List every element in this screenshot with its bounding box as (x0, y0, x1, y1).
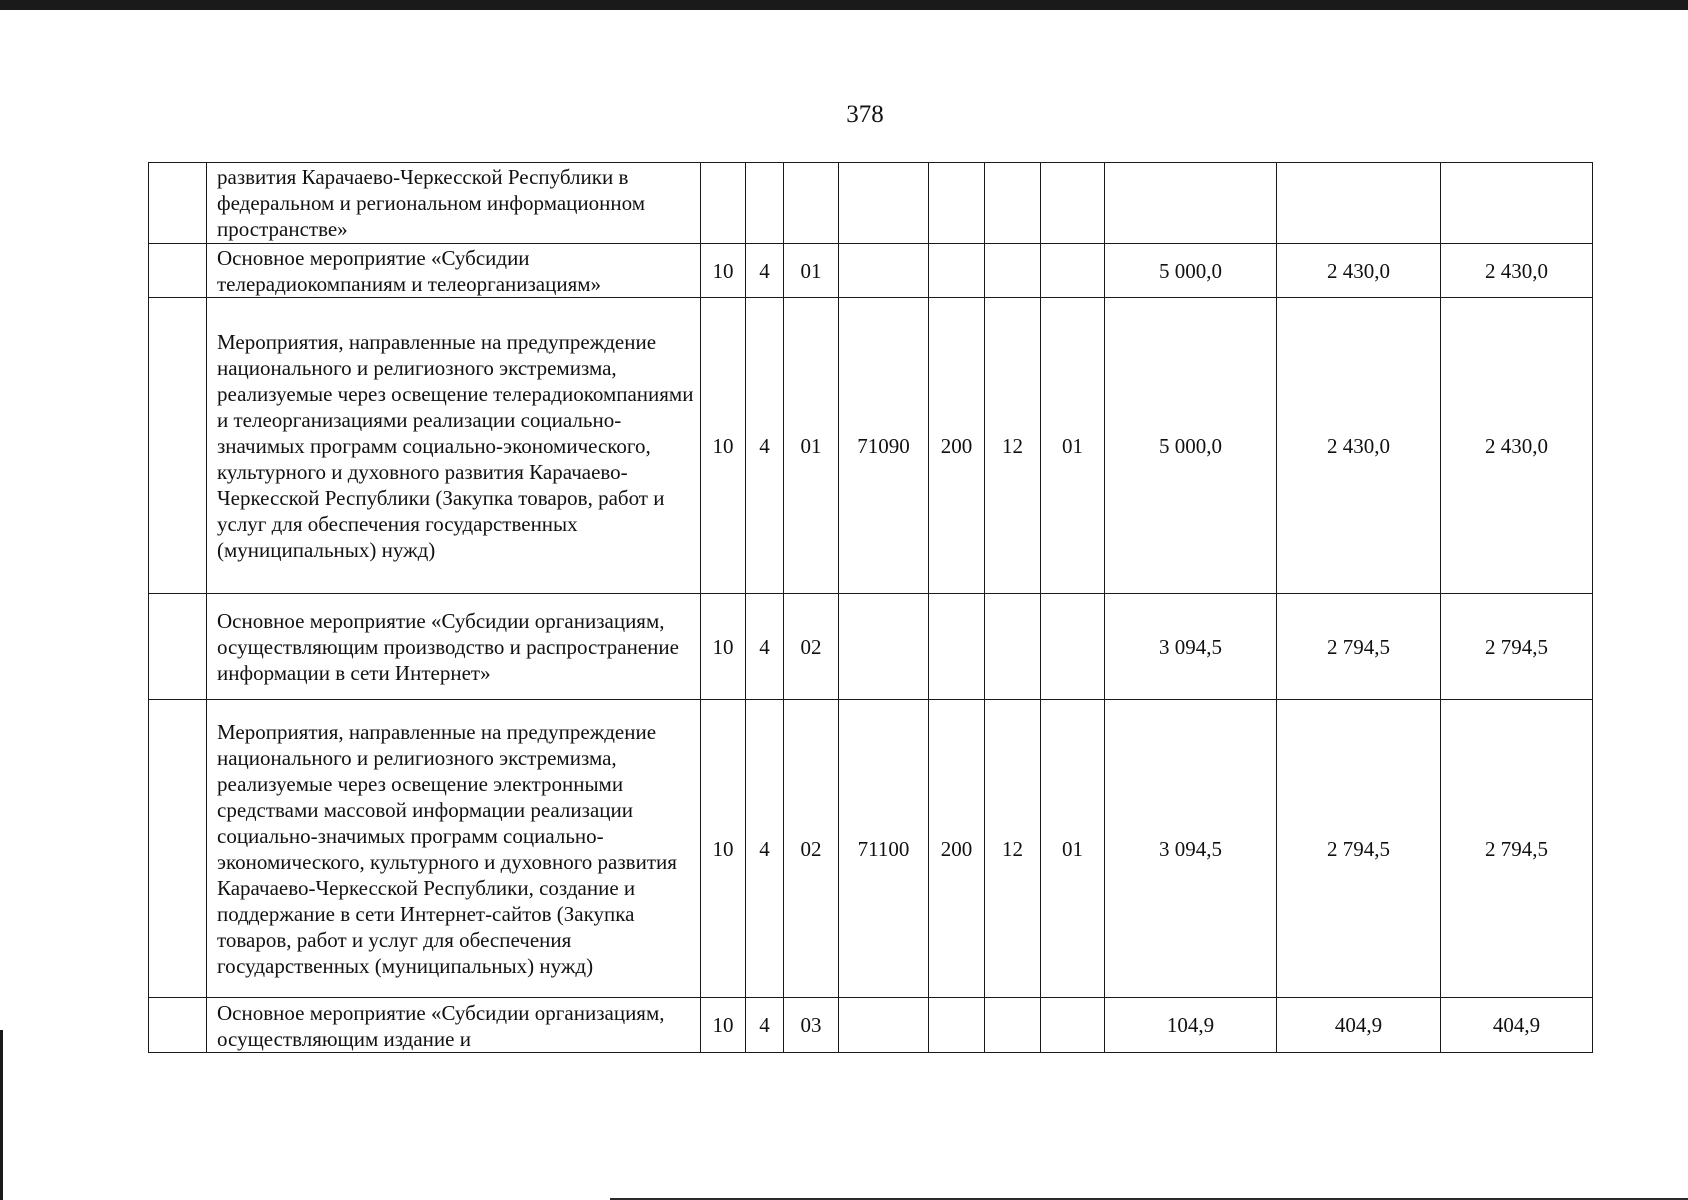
activity-code-cell: 01 (784, 244, 839, 298)
amount-cell (1105, 163, 1277, 244)
section-code-cell: 12 (985, 700, 1041, 998)
item-name-cell: Мероприятия, направленные на предупреждение национального и религиозного экстремизма, реализуемые через освещение телерадиокомпаниями и телеорганизациями реализации социально-значимых программ социально-экономического, культурного и духовного развития Карачаево-Черкесской Республики (Закупка товаров, работ и услуг для обеспечения государственных (муниципальных) нужд) (207, 298, 701, 594)
table-row (149, 163, 1593, 244)
expense-type-cell: 200 (929, 298, 985, 594)
amount-cell: 404,9 (1441, 998, 1593, 1053)
subsection-code-cell: 01 (1041, 700, 1105, 998)
expense-type-cell (929, 594, 985, 700)
amount-cell: 2 430,0 (1277, 244, 1441, 298)
amount-cell (1277, 163, 1441, 244)
activity-code-cell: 03 (784, 998, 839, 1053)
table-row (149, 998, 1593, 1053)
amount-cell: 2 794,5 (1277, 594, 1441, 700)
program-code-cell: 4 (746, 998, 784, 1053)
ministry-code-cell: 10 (701, 298, 746, 594)
section-code-cell (985, 998, 1041, 1053)
table-row (149, 244, 1593, 298)
section-code-cell (985, 594, 1041, 700)
item-name-cell: Мероприятия, направленные на предупреждение национального и религиозного экстремизма, реализуемые через освещение электронными средствами массовой информации реализации социально-значимых программ социально-экономического, культурного и духовного развития Карачаево-Черкесской Республики, создание и поддержание в сети Интернет-сайтов (Закупка товаров, работ и услуг для обеспечения государственных (муниципальных) нужд) (207, 700, 701, 998)
section-code-cell: 12 (985, 298, 1041, 594)
subsection-code-cell (1041, 594, 1105, 700)
row-number-cell (149, 244, 207, 298)
scan-top-border (0, 0, 1688, 10)
program-code-cell: 4 (746, 594, 784, 700)
direction-code-cell (839, 163, 929, 244)
direction-code-cell (839, 594, 929, 700)
program-code-cell (746, 163, 784, 244)
program-code-cell: 4 (746, 244, 784, 298)
activity-code-cell: 02 (784, 594, 839, 700)
expense-type-cell: 200 (929, 700, 985, 998)
amount-cell: 2 794,5 (1441, 594, 1593, 700)
direction-code-cell (839, 998, 929, 1053)
amount-cell: 2 430,0 (1441, 244, 1593, 298)
direction-code-cell (839, 244, 929, 298)
activity-code-cell (784, 163, 839, 244)
section-code-cell (985, 163, 1041, 244)
amount-cell: 2 430,0 (1441, 298, 1593, 594)
amount-cell: 3 094,5 (1105, 700, 1277, 998)
expense-type-cell (929, 163, 985, 244)
amount-cell: 2 794,5 (1441, 700, 1593, 998)
expense-type-cell (929, 998, 985, 1053)
activity-code-cell: 01 (784, 298, 839, 594)
subsection-code-cell (1041, 163, 1105, 244)
subsection-code-cell: 01 (1041, 298, 1105, 594)
section-code-cell (985, 244, 1041, 298)
page-number: 378 (846, 101, 884, 128)
activity-code-cell: 02 (784, 700, 839, 998)
scan-left-edge-mark (0, 1030, 3, 1200)
ministry-code-cell (701, 163, 746, 244)
row-number-cell (149, 998, 207, 1053)
program-code-cell: 4 (746, 298, 784, 594)
amount-cell: 5 000,0 (1105, 298, 1277, 594)
amount-cell: 404,9 (1277, 998, 1441, 1053)
amount-cell: 2 430,0 (1277, 298, 1441, 594)
table-row (149, 298, 1593, 594)
subsection-code-cell (1041, 998, 1105, 1053)
row-number-cell (149, 298, 207, 594)
amount-cell (1441, 163, 1593, 244)
ministry-code-cell: 10 (701, 998, 746, 1053)
budget-table (148, 162, 1593, 1053)
amount-cell: 104,9 (1105, 998, 1277, 1053)
item-name-cell: Основное мероприятие «Субсидии телерадиокомпаниям и телеорганизациям» (207, 244, 701, 298)
row-number-cell (149, 594, 207, 700)
direction-code-cell: 71090 (839, 298, 929, 594)
expense-type-cell (929, 244, 985, 298)
table-row (149, 700, 1593, 998)
item-name-cell: развития Карачаево-Черкесской Республики в федеральном и региональном информационном пространстве» (207, 163, 701, 244)
direction-code-cell: 71100 (839, 700, 929, 998)
row-number-cell (149, 163, 207, 244)
row-number-cell (149, 700, 207, 998)
ministry-code-cell: 10 (701, 594, 746, 700)
amount-cell: 5 000,0 (1105, 244, 1277, 298)
ministry-code-cell: 10 (701, 244, 746, 298)
item-name-cell: Основное мероприятие «Субсидии организациям, осуществляющим производство и распространение информации в сети Интернет» (207, 594, 701, 700)
ministry-code-cell: 10 (701, 700, 746, 998)
amount-cell: 3 094,5 (1105, 594, 1277, 700)
program-code-cell: 4 (746, 700, 784, 998)
item-name-cell: Основное мероприятие «Субсидии организациям, осуществляющим издание и (207, 998, 701, 1053)
subsection-code-cell (1041, 244, 1105, 298)
table-row (149, 594, 1593, 700)
amount-cell: 2 794,5 (1277, 700, 1441, 998)
